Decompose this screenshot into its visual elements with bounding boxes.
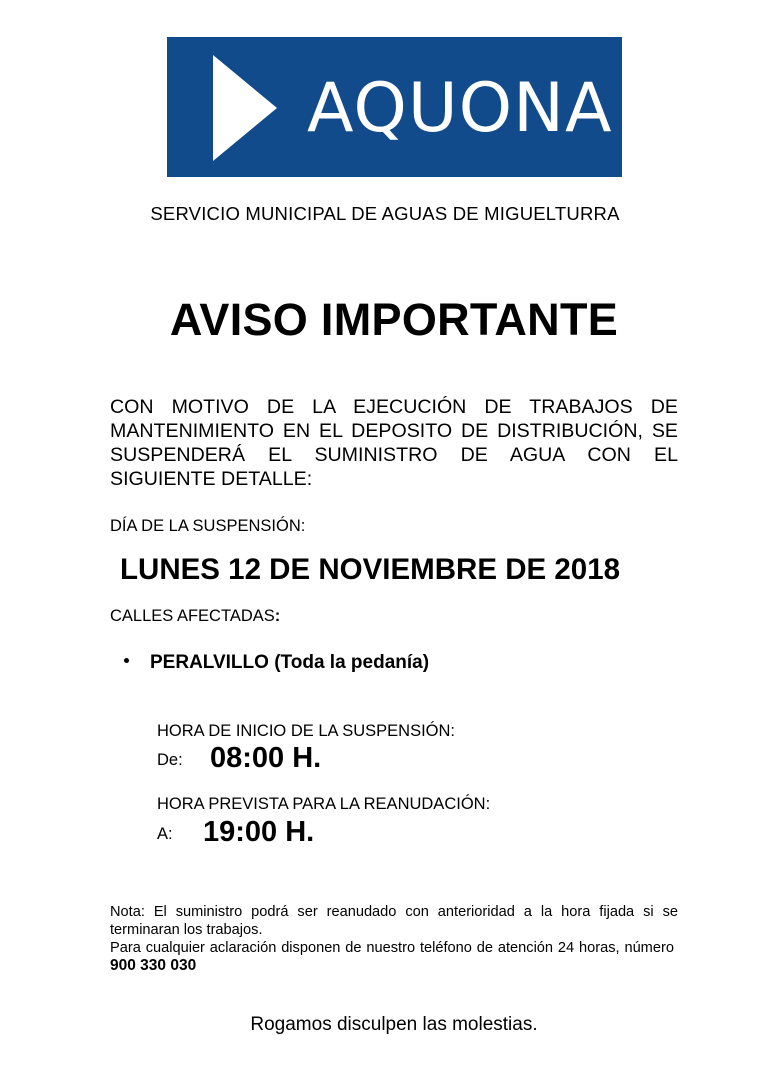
note-paragraph: Nota: El suministro podrá ser reanudado con anterioridad a la hora fijada si se terminaran los trabajos. xyxy=(110,904,678,938)
resume-time-label: HORA PREVISTA PARA LA REANUDACIÓN: xyxy=(157,795,491,813)
contact-text: Para cualquier aclaración disponen de nuestro teléfono de atención 24 horas, número xyxy=(110,940,674,956)
suspension-day-label: DÍA DE LA SUSPENSIÓN: xyxy=(110,517,306,535)
aquona-triangle-mark-icon xyxy=(213,55,277,161)
affected-streets-colon: : xyxy=(274,607,281,625)
affected-streets-label xyxy=(110,607,280,626)
start-prefix: De: xyxy=(157,751,183,769)
list-item xyxy=(124,652,429,674)
resume-time-row xyxy=(157,816,314,849)
start-time-label: HORA DE INICIO DE LA SUSPENSIÓN: xyxy=(157,722,455,740)
start-time-row xyxy=(157,742,321,775)
closing-text: Rogamos disculpen las molestias. xyxy=(250,1014,538,1035)
aquona-logo xyxy=(167,37,622,177)
street-name: PERALVILLO (Toda la pedanía) xyxy=(150,652,430,673)
resume-time: 19:00 H. xyxy=(203,816,315,848)
page-title: AVISO IMPORTANTE xyxy=(169,294,619,345)
intro-paragraph: CON MOTIVO DE LA EJECUCIÓN DE TRABAJOS DE MANTENIMIENTO EN EL DEPOSITO DE DISTRIBUCIÓN, SE SUSPENDERÁ EL SUMINISTRO DE AGUA CON EL SIGUIENTE DETALLE: xyxy=(110,396,678,490)
affected-streets-label-text: CALLES AFECTADAS xyxy=(110,607,275,625)
contact-paragraph xyxy=(110,939,678,975)
bullet-icon xyxy=(124,658,129,663)
phone-number: 900 330 030 xyxy=(110,957,197,974)
suspension-date: LUNES 12 DE NOVIEMBRE DE 2018 xyxy=(120,553,621,586)
resume-prefix: A: xyxy=(157,825,173,843)
logo-wordmark: AQUONA xyxy=(307,69,613,148)
service-name: SERVICIO MUNICIPAL DE AGUAS DE MIGUELTURRA xyxy=(150,203,620,224)
start-time: 08:00 H. xyxy=(210,742,322,774)
